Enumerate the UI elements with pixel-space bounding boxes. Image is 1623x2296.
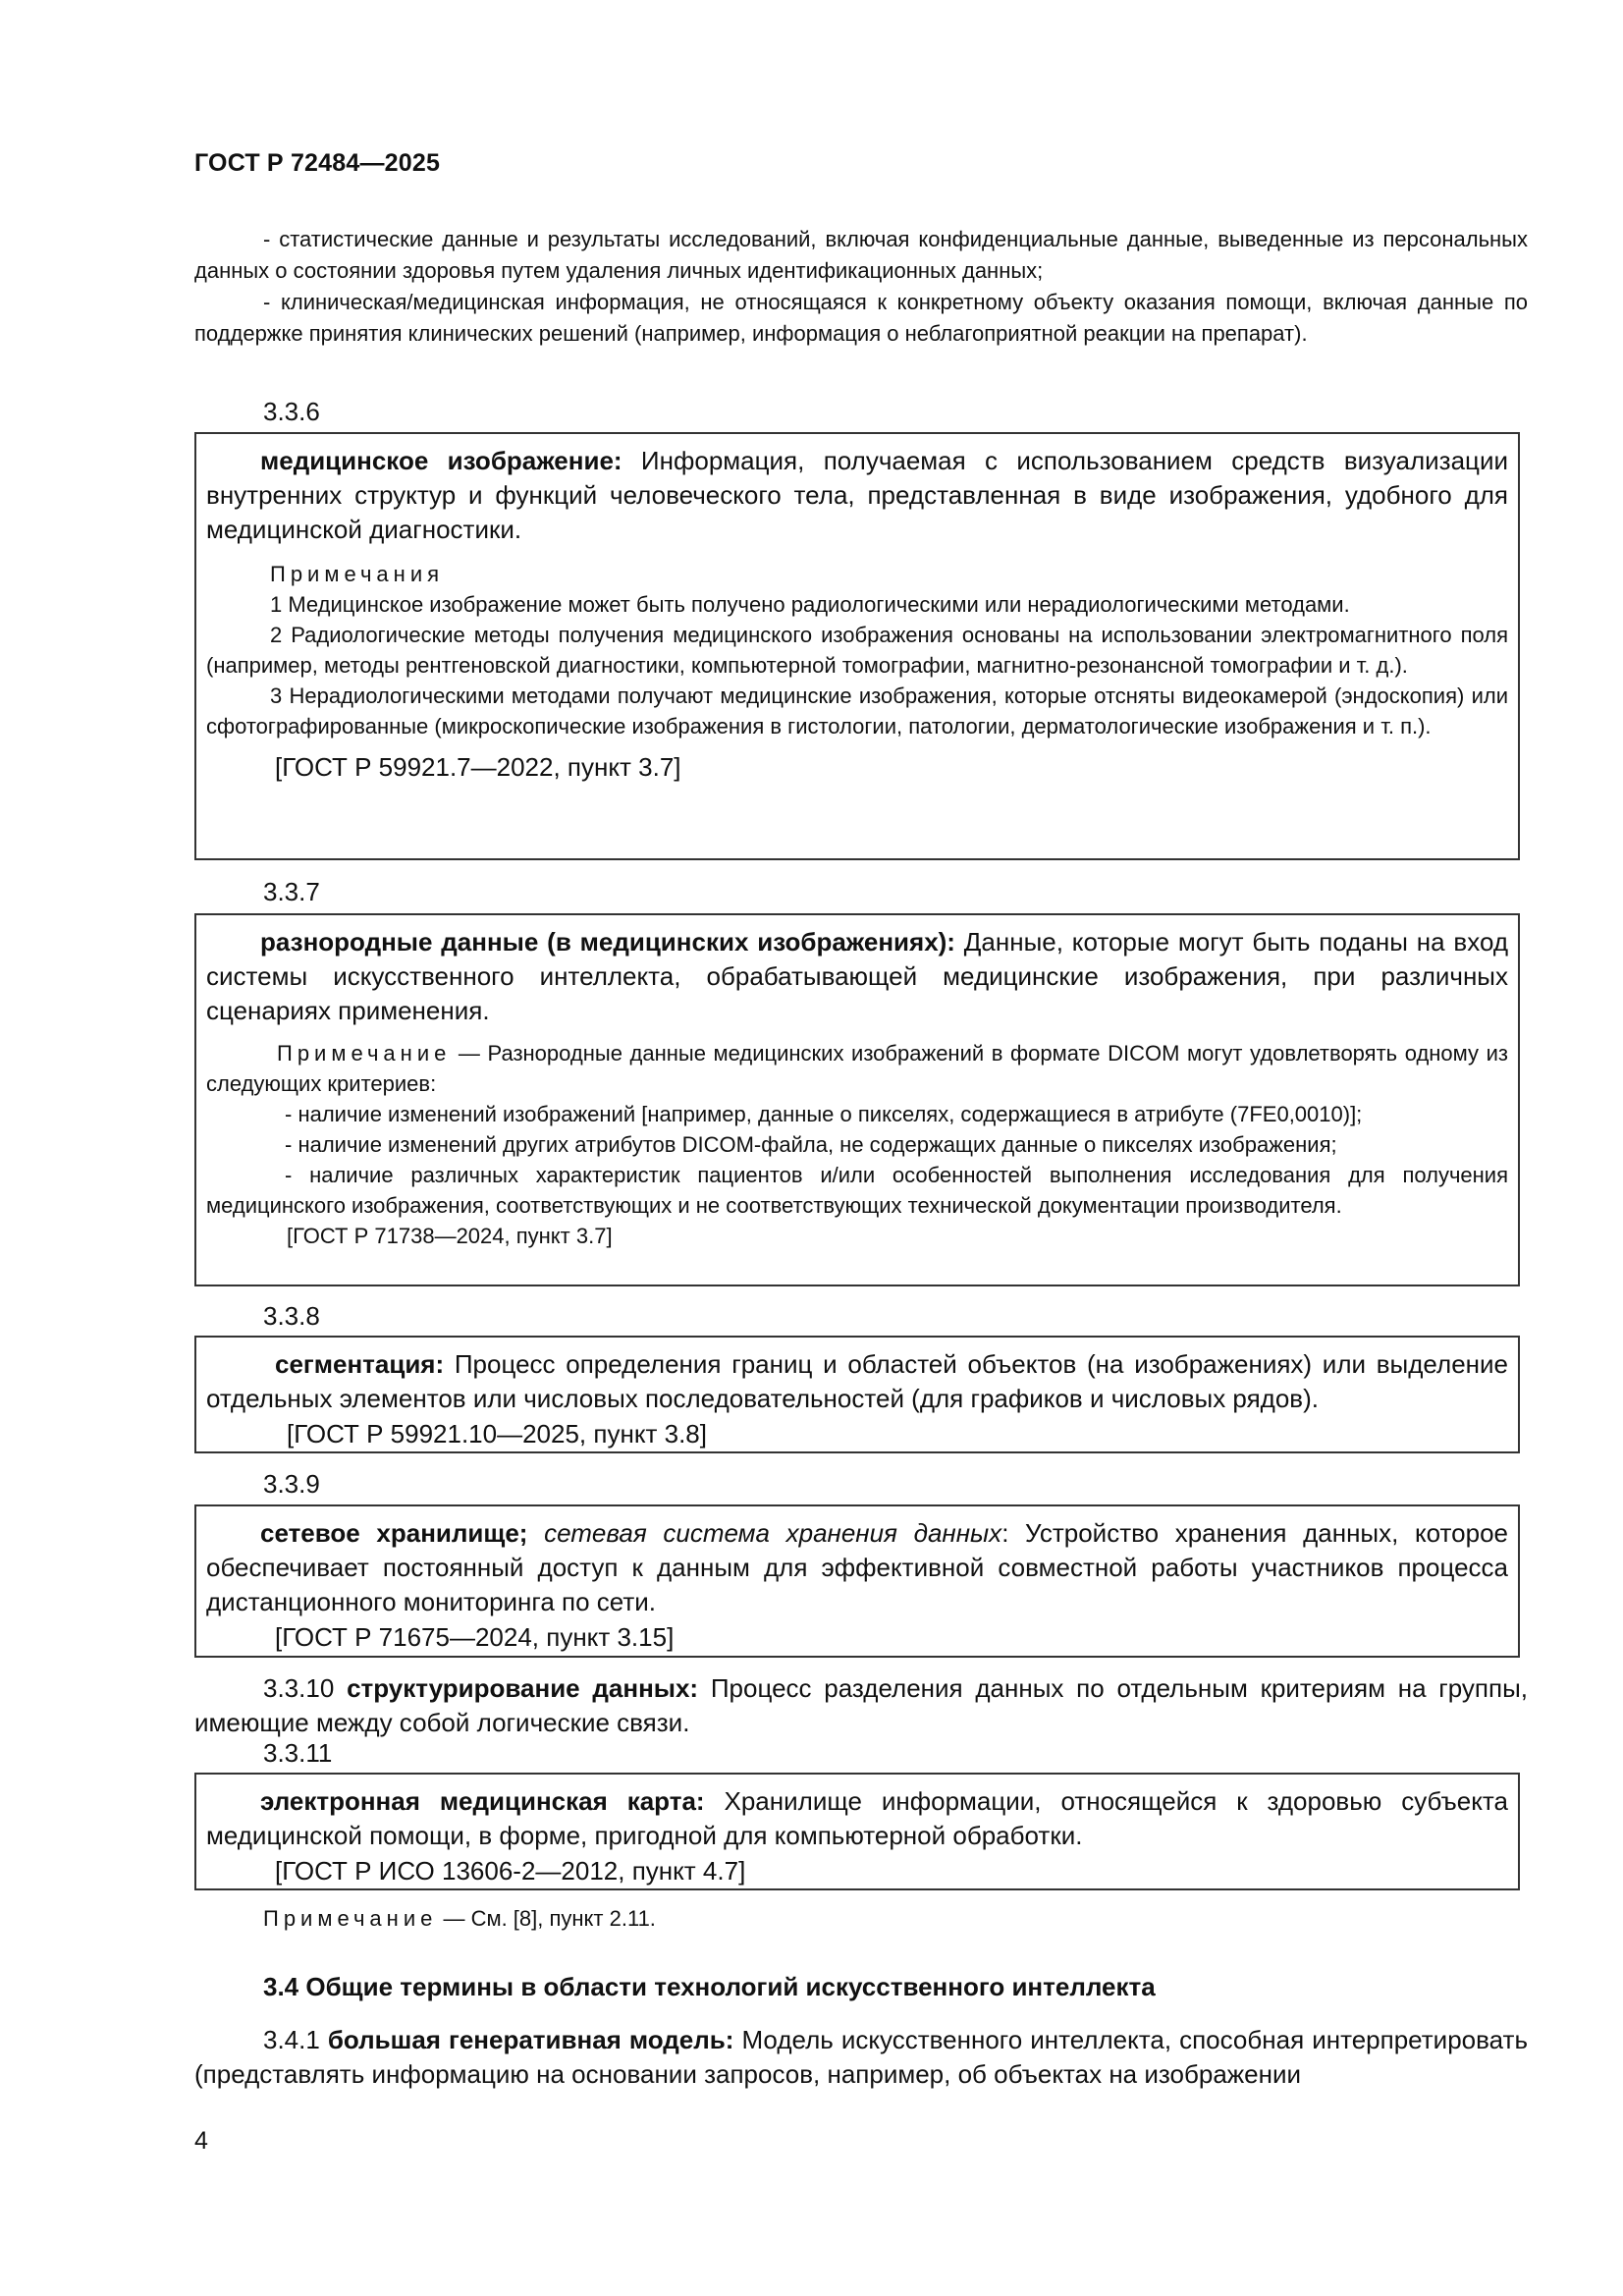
- term-box-3-3-11: [194, 1773, 1520, 1890]
- term-3-3-10: [194, 1671, 1528, 1740]
- note-item: 1 Медицинское изображение может быть получено радиологическими или нерадиологическими методами.: [270, 592, 1350, 617]
- term-definition: [206, 1784, 1508, 1853]
- term-text: Данные, которые могут быть поданы на вход системы искусственного интеллекта, обрабатывающей медицинские изображения, при различных сценариях применения.: [206, 927, 1508, 1025]
- source-reference: [ГОСТ Р ИСО 13606-2—2012, пункт 4.7]: [275, 1856, 746, 1886]
- note-bullet: - наличие изменений других атрибутов DICOM-файла, не содержащих данные о пикселях изображения;: [285, 1132, 1337, 1157]
- term-title: разнородные данные (в медицинских изображениях):: [260, 927, 955, 957]
- term-definition: [206, 444, 1508, 547]
- term-box-3-3-7: [194, 913, 1520, 1286]
- document-header: ГОСТ Р 72484—2025: [194, 149, 441, 177]
- intro-item: - клиническая/медицинская информация, не относящаяся к конкретному объекту оказания помощи, включая данные по поддержке принятия клинических решений (например, информация о неблагоприятной реакции на препарат).: [194, 290, 1528, 346]
- source-reference: [ГОСТ Р 71675—2024, пункт 3.15]: [275, 1622, 675, 1652]
- note-label: Примечание: [263, 1906, 438, 1931]
- source-reference: [ГОСТ Р 59921.10—2025, пункт 3.8]: [287, 1419, 707, 1449]
- notes-title: Примечания: [270, 562, 445, 586]
- term-3-4-1: [194, 2023, 1528, 2092]
- term-title: медицинское изображение:: [260, 446, 622, 475]
- term-text: Процесс определения границ и областей объектов (на изображениях) или выделение отдельных элементов или числовых последовательностей (для графиков и числовых рядов).: [206, 1349, 1508, 1413]
- section-number: 3.3.6: [263, 397, 320, 426]
- section-number: 3.3.10: [263, 1673, 335, 1703]
- term-synonym: сетевая система хранения данных: [527, 1518, 1002, 1548]
- note-3-3-11: [263, 1903, 656, 1934]
- term-text: : Устройство хранения данных, которое обеспечивает постоянный доступ к данным для эффективной совместной работы участников процесса дистанционного мониторинга по сети.: [206, 1518, 1508, 1616]
- term-title: сетевое хранилище;: [260, 1518, 528, 1548]
- section-number: 3.3.11: [263, 1738, 333, 1768]
- note-label: Примечание: [277, 1041, 452, 1066]
- note-bullet: - наличие различных характеристик пациентов и/или особенностей выполнения исследования для получения медицинского изображения, соответствующих и не соответствующих технической документации производителя.: [206, 1163, 1508, 1218]
- term-title: большая генеративная модель:: [327, 2025, 734, 2054]
- term-box-3-3-9: [194, 1504, 1520, 1658]
- term-definition: [206, 925, 1508, 1028]
- note-paragraph: [206, 1038, 1508, 1099]
- section-heading: 3.4 Общие термины в области технологий искусственного интеллекта: [263, 1972, 1156, 2001]
- note-item: 3 Нерадиологическими методами получают медицинские изображения, которые отсняты видеокамерой (эндоскопия) или сфотографированные (микроскопические изображения в гистологии, патологии, дерматологические изображения и т. п.).: [206, 683, 1508, 738]
- note-text: — Разнородные данные медицинских изображений в формате DICOM могут удовлетворять одному из следующих критериев:: [206, 1041, 1508, 1096]
- note-block: [206, 1038, 1508, 1221]
- section-number: 3.3.9: [263, 1469, 320, 1499]
- term-definition: [206, 1516, 1508, 1619]
- term-definition: [206, 1347, 1508, 1416]
- note-text: — См. [8], пункт 2.11.: [437, 1906, 656, 1931]
- notes-block: [206, 559, 1508, 741]
- term-definition: [194, 2023, 1528, 2092]
- page-number: 4: [194, 2127, 208, 2155]
- term-title: сегментация:: [275, 1349, 445, 1379]
- term-text: Хранилище информации, относящейся к здоровью субъекта медицинской помощи, в форме, пригодной для компьютерной обработки.: [206, 1786, 1508, 1850]
- section-number: 3.3.7: [263, 877, 320, 906]
- source-reference: [ГОСТ Р 59921.7—2022, пункт 3.7]: [275, 752, 681, 782]
- term-definition: [194, 1671, 1528, 1740]
- note-bullet: - наличие изменений изображений [например, данные о пикселях, содержащиеся в атрибуте (7FE0,0010)];: [285, 1102, 1363, 1126]
- term-box-3-3-6: [194, 432, 1520, 860]
- intro-list: [194, 224, 1528, 350]
- term-text: Процесс разделения данных по отдельным критериям на группы, имеющие между собой логические связи.: [194, 1673, 1529, 1737]
- term-text: Модель искусственного интеллекта, способная интерпретировать (представлять информацию на основании запросов, например, об объектах на изображении: [194, 2025, 1528, 2089]
- term-title: структурирование данных:: [347, 1673, 699, 1703]
- section-number: 3.3.8: [263, 1301, 320, 1331]
- intro-item: - статистические данные и результаты исследований, включая конфиденциальные данные, выведенные из персональных данных о состоянии здоровья путем удаления личных идентификационных данных;: [194, 227, 1528, 283]
- term-text: Информация, получаемая с использованием средств визуализации внутренних структур и функций человеческого тела, представленная в виде изображения, удобного для медицинской диагностики.: [206, 446, 1508, 544]
- note-item: 2 Радиологические методы получения медицинского изображения основаны на использовании электромагнитного поля (например, методы рентгеновской диагностики, компьютерной томографии, магнитно-резонансной томографии и т. д.).: [206, 623, 1508, 678]
- section-number: 3.4.1: [263, 2025, 320, 2054]
- term-title: электронная медицинская карта:: [260, 1786, 705, 1816]
- source-reference: [ГОСТ Р 71738—2024, пункт 3.7]: [287, 1224, 613, 1248]
- term-box-3-3-8: [194, 1336, 1520, 1453]
